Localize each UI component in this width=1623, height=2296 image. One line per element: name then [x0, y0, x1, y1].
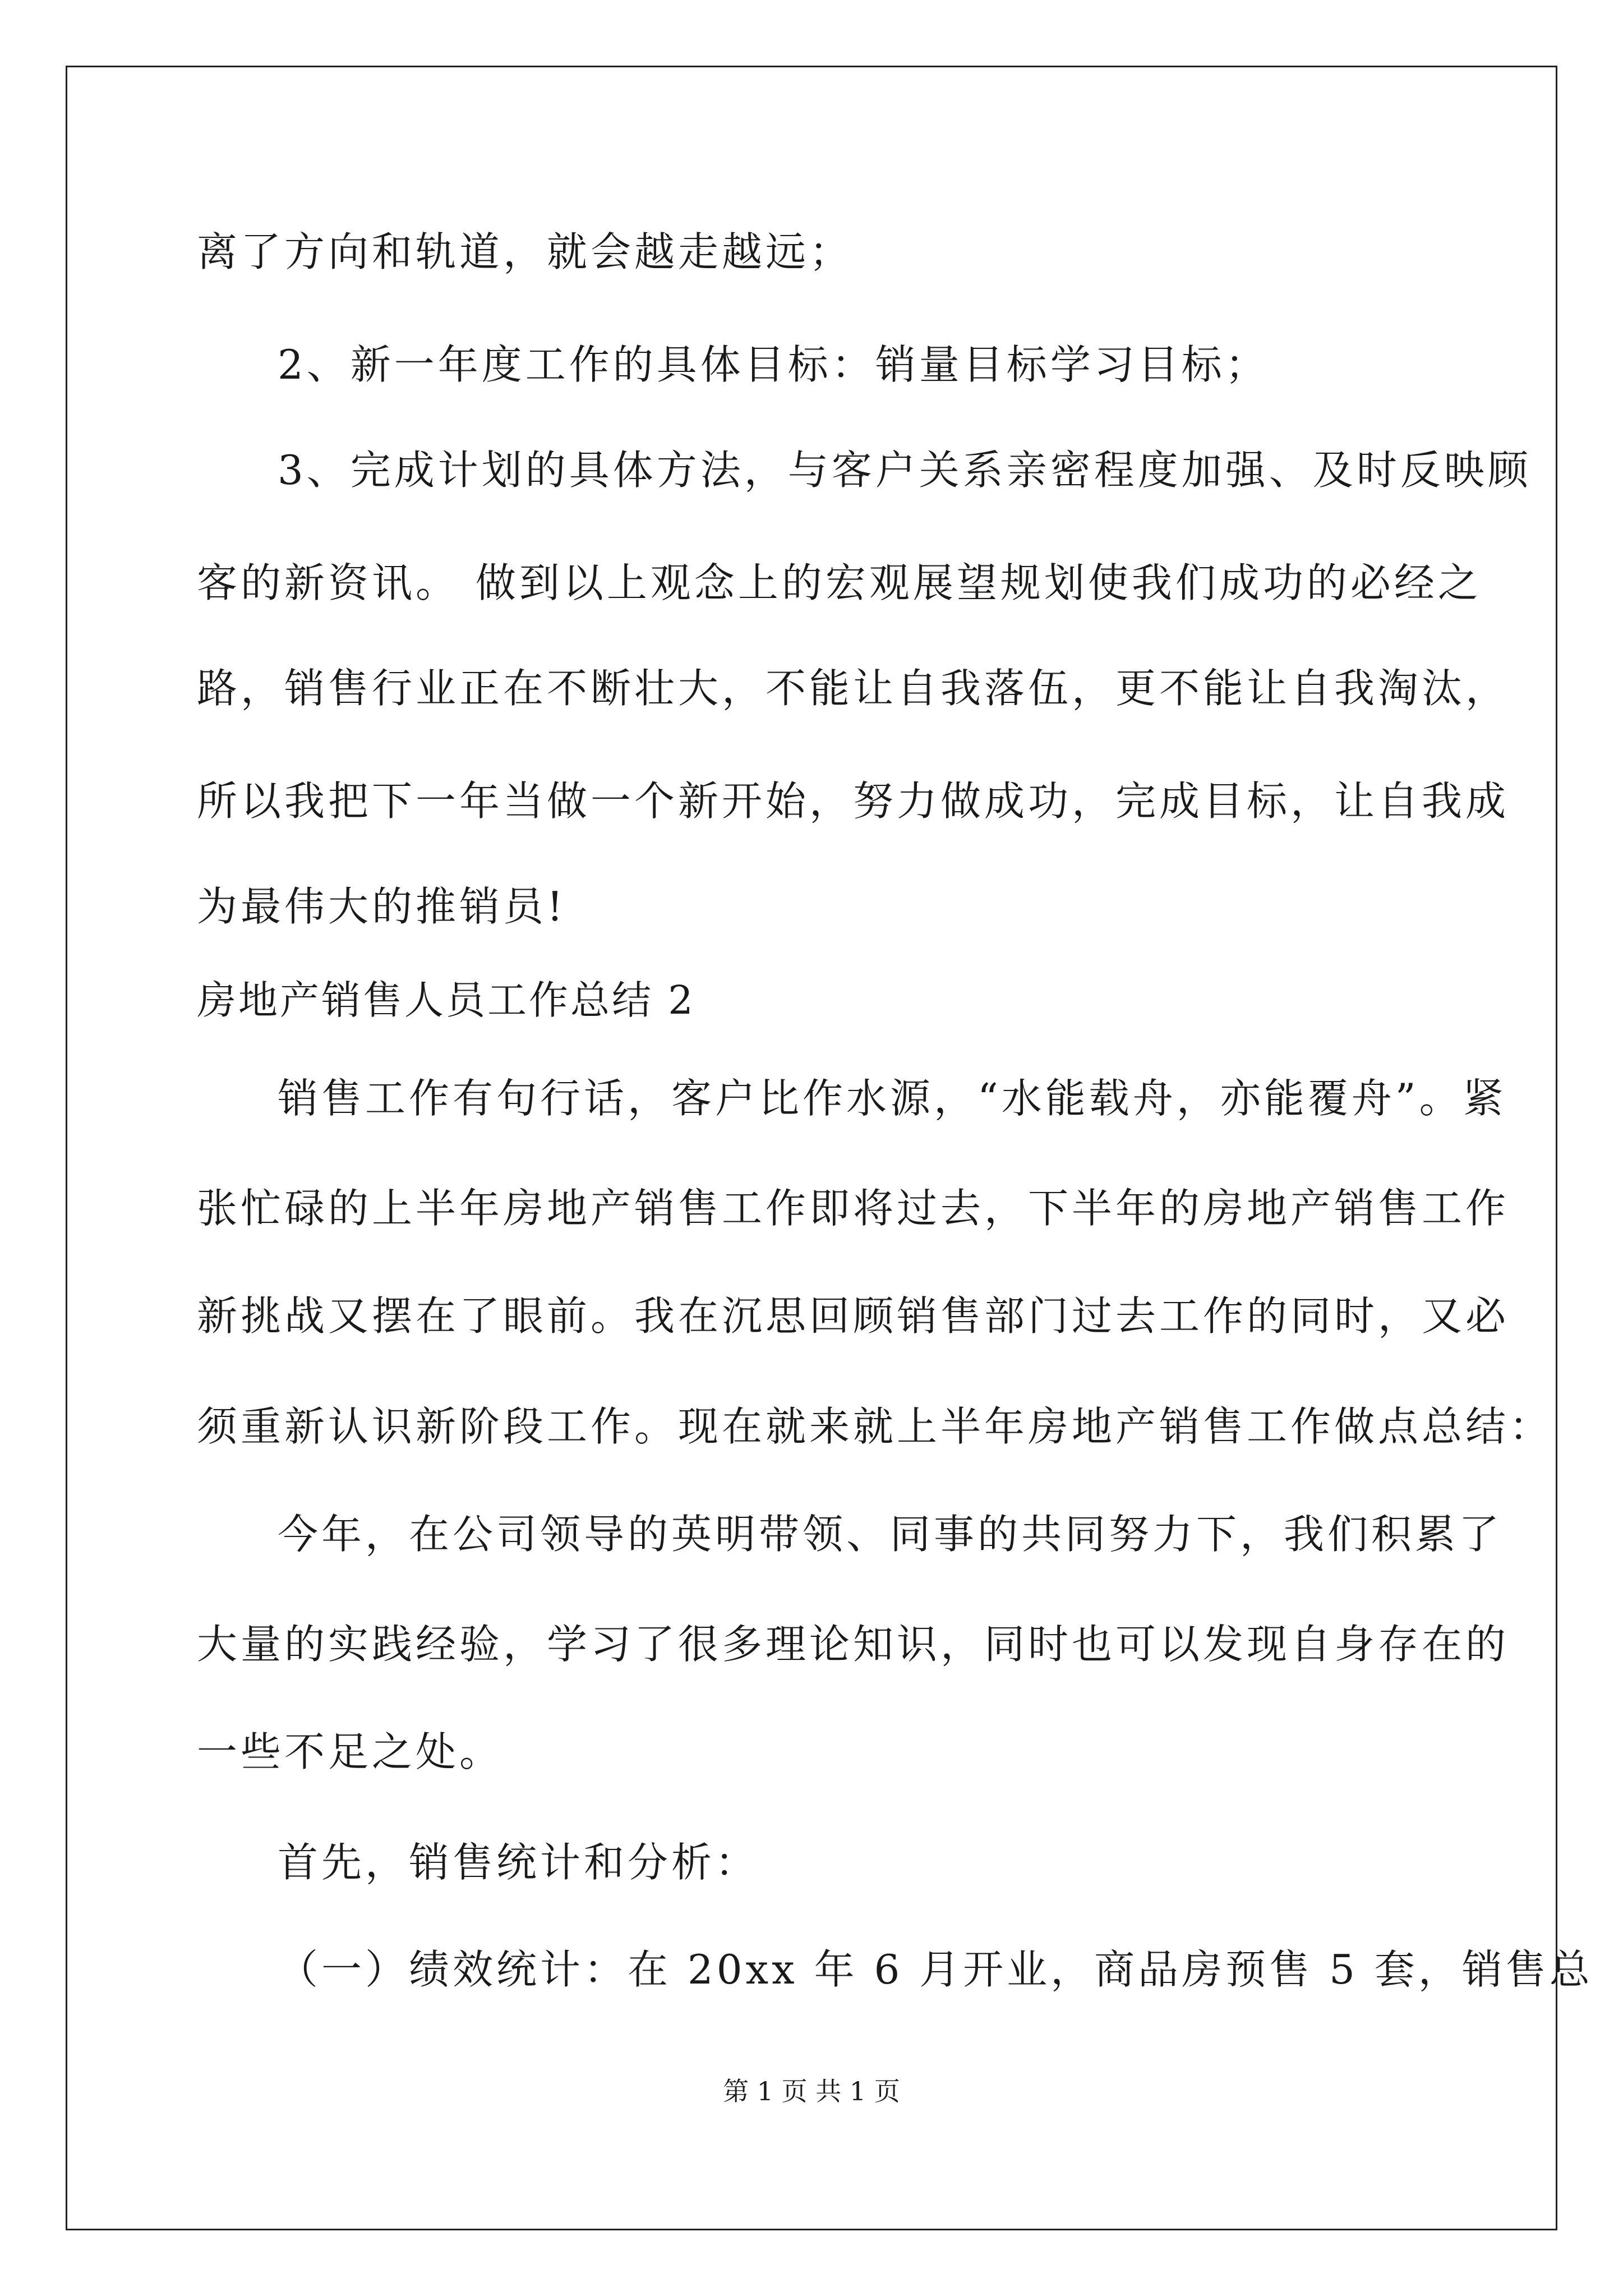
text-line: 首先，销售统计和分析： — [278, 1839, 759, 1886]
text-line: 客的新资讯。 做到以上观念上的宏观展望规划使我们成功的必经之 — [197, 559, 1482, 606]
text-line: 路，销售行业正在不断壮大，不能让自我落伍，更不能让自我淘汰， — [197, 665, 1510, 712]
page-footer: 第 1 页 共 1 页 — [723, 2076, 900, 2106]
text-line: 3、完成计划的具体方法，与客户关系亲密程度加强、及时反映顾 — [278, 447, 1532, 494]
section-heading: 房地产销售人员工作总结 2 — [197, 977, 695, 1023]
text-line: 须重新认识新阶段工作。现在就来就上半年房地产销售工作做点总结： — [197, 1403, 1553, 1450]
text-line: 销售工作有句行话，客户比作水源，“水能载舟，亦能覆舟”。紧 — [278, 1075, 1507, 1122]
text-line: 今年，在公司领导的英明带领、同事的共同努力下，我们积累了 — [278, 1511, 1503, 1558]
page-border — [66, 66, 1557, 2230]
text-line: 所以我把下一年当做一个新开始，努力做成功，完成目标，让自我成 — [197, 777, 1510, 825]
text-line: （一）绩效统计：在 20xx 年 6 月开业，商品房预售 5 套，销售总 — [278, 1946, 1593, 1993]
text-line: 一些不足之处。 — [197, 1728, 504, 1775]
text-line: 新挑战又摆在了眼前。我在沉思回顾销售部门过去工作的同时，又必 — [197, 1292, 1510, 1340]
text-line: 离了方向和轨道，就会越走越远； — [197, 228, 854, 275]
text-line: 2、新一年度工作的具体目标：销量目标学习目标； — [278, 341, 1269, 388]
text-line: 为最伟大的推销员! — [197, 883, 566, 930]
text-line: 张忙碌的上半年房地产销售工作即将过去，下半年的房地产销售工作 — [197, 1185, 1510, 1232]
text-line: 大量的实践经验，学习了很多理论知识，同时也可以发现自身存在的 — [197, 1621, 1510, 1668]
